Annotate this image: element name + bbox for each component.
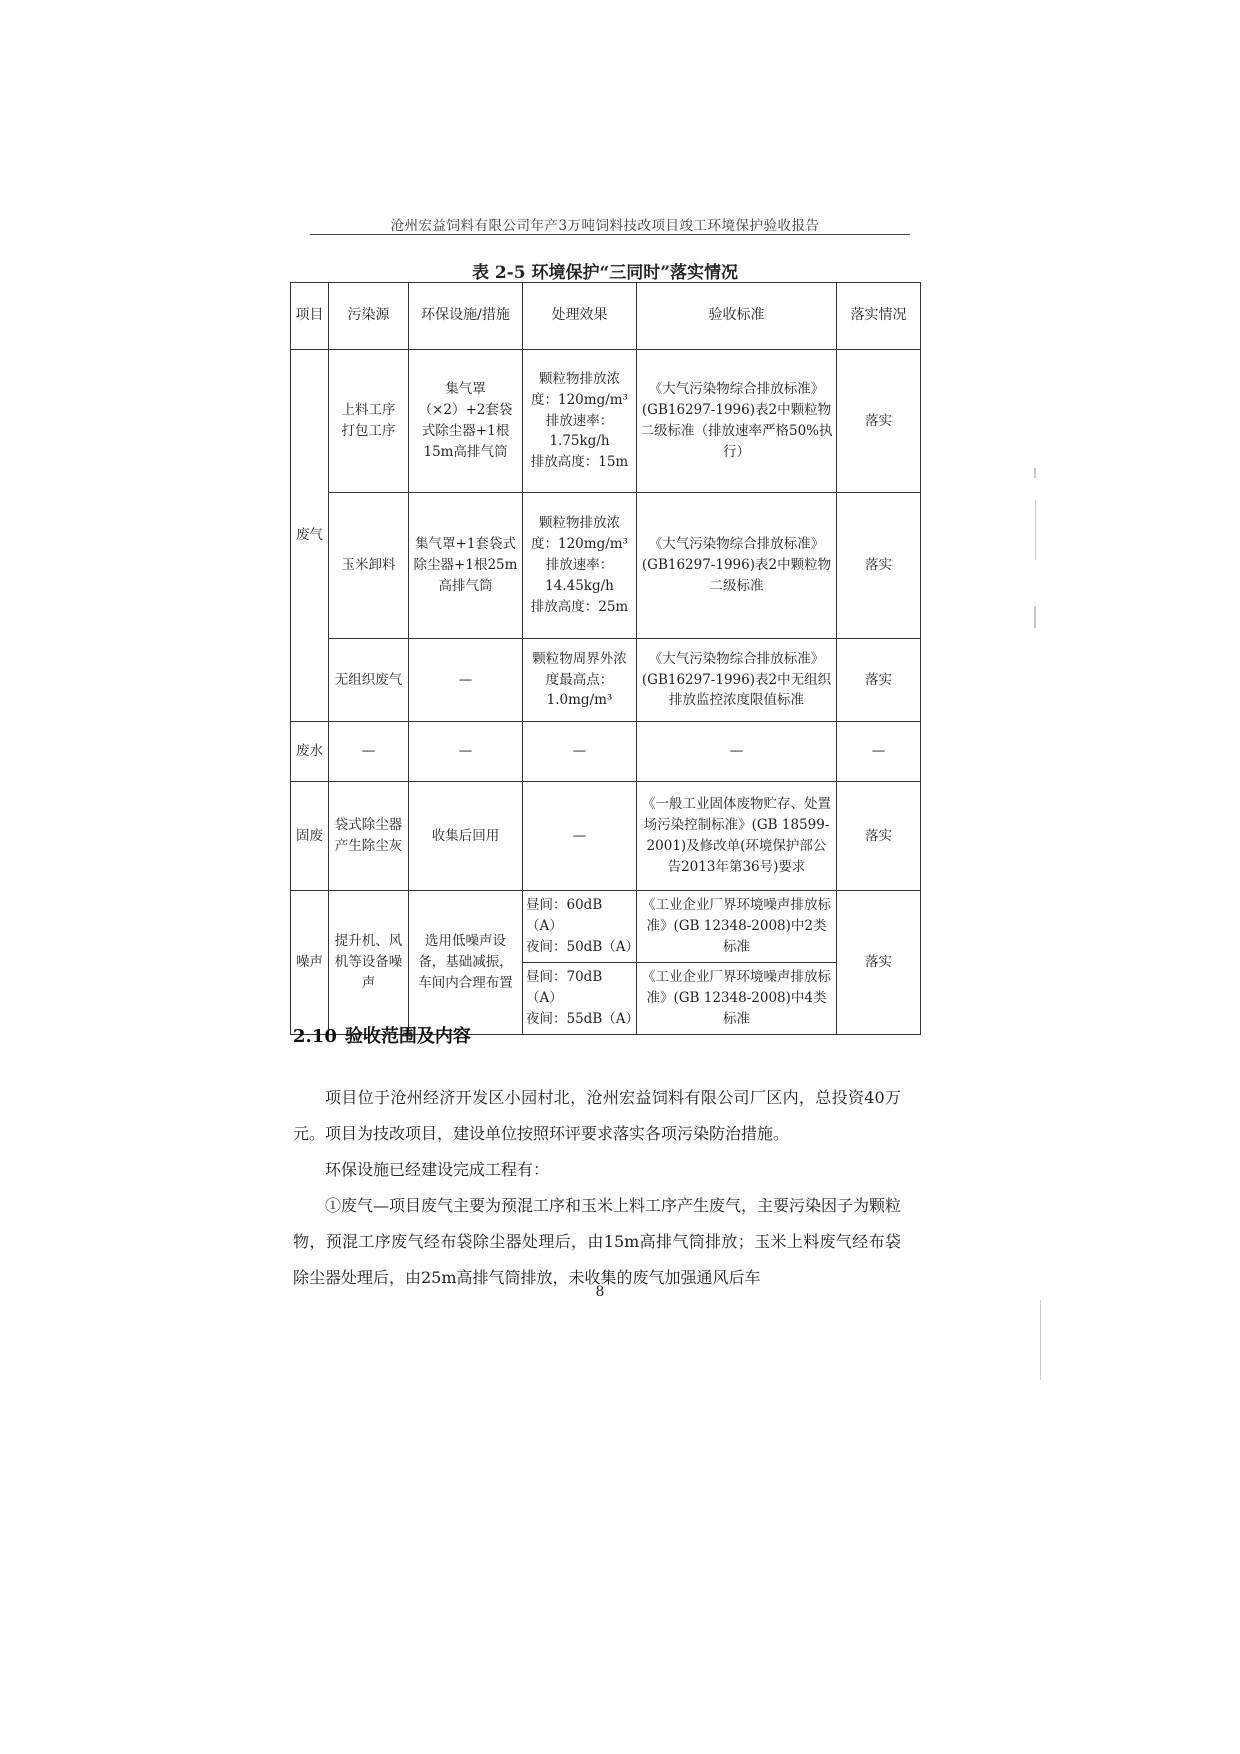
- source-cell: 无组织废气: [329, 639, 409, 722]
- header-divider: [310, 234, 910, 235]
- status-cell: 落实: [837, 891, 921, 1035]
- group-cell-waste-gas: 废气: [291, 350, 329, 722]
- standard-cell: 《大气污染物综合排放标准》(GB16297-1996)表2中无组织排放监控浓度限值标准: [637, 639, 837, 722]
- scan-artifact: [1040, 1300, 1041, 1380]
- effect-cell: —: [523, 722, 637, 782]
- source-cell: 提升机、风机等设备噪声: [329, 891, 409, 1035]
- standard-cell: 《一般工业固体废物贮存、处置场污染控制标准》(GB 18599-2001)及修改单(环境保护部公告2013年第36号)要求: [637, 782, 837, 891]
- measure-cell: —: [409, 639, 523, 722]
- standard-cell: 《大气污染物综合排放标准》(GB16297-1996)表2中颗粒物二级标准（排放速率严格50%执行）: [637, 350, 837, 493]
- table-row: [291, 891, 921, 963]
- effect-cell: 颗粒物排放浓度：120mg/m³ 排放速率： 1.75kg/h 排放高度：15m: [523, 350, 637, 493]
- effect-cell: 昼间：70dB（A） 夜间：55dB（A）: [523, 963, 637, 1035]
- status-cell: 落实: [837, 782, 921, 891]
- section-title: 验收范围及内容: [344, 1026, 471, 1047]
- table-caption: 表 2-5 环境保护“三同时”落实情况: [471, 263, 739, 283]
- source-cell: 袋式除尘器产生除尘灰: [329, 782, 409, 891]
- header-cell-effect: 处理效果: [523, 283, 637, 350]
- header-cell-standard: 验收标准: [637, 283, 837, 350]
- measure-cell: 集气罩+1套袋式除尘器+1根25m高排气筒: [409, 493, 523, 639]
- measure-cell: —: [409, 722, 523, 782]
- report-header-title: 沧州宏益饲料有限公司年产3万吨饲料技改项目竣工环境保护验收报告: [390, 218, 820, 234]
- body-paragraph: ①废气—项目废气主要为预混工序和玉米上料工序产生废气，主要污染因子为颗粒物，预混工序废气经布袋除尘器处理后，由15m高排气筒排放；玉米上料废气经布袋除尘器处理后，由25m高排气筒排放，未收集的废气加强通风后车: [293, 1196, 902, 1287]
- effect-cell: 颗粒物周界外浓度最高点： 1.0mg/m³: [523, 639, 637, 722]
- standard-cell: 《工业企业厂界环境噪声排放标准》(GB 12348-2008)中4类标准: [637, 963, 837, 1035]
- standard-cell: —: [637, 722, 837, 782]
- section-number: 2.10: [293, 1026, 337, 1047]
- scan-artifact: [1034, 468, 1036, 478]
- table-row: [291, 493, 921, 639]
- status-cell: 落实: [837, 639, 921, 722]
- standard-cell: 《大气污染物综合排放标准》(GB16297-1996)表2中颗粒物二级标准: [637, 493, 837, 639]
- standard-cell: 《工业企业厂界环境噪声排放标准》(GB 12348-2008)中2类标准: [637, 891, 837, 963]
- header-cell-status: 落实情况: [837, 283, 921, 350]
- header-cell-measure: 环保设施/措施: [409, 283, 523, 350]
- scan-artifact: [1035, 500, 1036, 560]
- section-heading: [293, 1022, 471, 1048]
- source-cell: 上料工序 打包工序: [329, 350, 409, 493]
- status-cell: 落实: [837, 350, 921, 493]
- effect-cell: 颗粒物排放浓度：120mg/m³ 排放速率： 14.45kg/h 排放高度：25m: [523, 493, 637, 639]
- measure-cell: 收集后回用: [409, 782, 523, 891]
- table-row: [291, 350, 921, 493]
- measure-cell: 集气罩（×2）+2套袋式除尘器+1根15m高排气筒: [409, 350, 523, 493]
- scan-artifact: [1034, 606, 1036, 628]
- table-row: [291, 639, 921, 722]
- status-cell: —: [837, 722, 921, 782]
- table-header-row: [291, 283, 921, 350]
- body-paragraph: 项目位于沧州经济开发区小园村北，沧州宏益饲料有限公司厂区内，总投资40万元。项目为技改项目，建设单位按照环评要求落实各项污染防治措施。: [293, 1088, 901, 1143]
- three-simultaneous-table: [290, 282, 921, 1035]
- body-paragraph: 环保设施已经建设完成工程有：: [325, 1160, 550, 1179]
- group-cell-waste-water: 废水: [291, 722, 329, 782]
- status-cell: 落实: [837, 493, 921, 639]
- effect-cell: 昼间：60dB（A） 夜间：50dB（A）: [523, 891, 637, 963]
- header-cell-source: 污染源: [329, 283, 409, 350]
- source-cell: 玉米卸料: [329, 493, 409, 639]
- header-cell-item: 项目: [291, 283, 329, 350]
- table-row: [291, 782, 921, 891]
- group-cell-noise: 噪声: [291, 891, 329, 1035]
- effect-cell: —: [523, 782, 637, 891]
- group-cell-solid-waste: 固废: [291, 782, 329, 891]
- source-cell: —: [329, 722, 409, 782]
- table-row: [291, 722, 921, 782]
- measure-cell: 选用低噪声设备，基础减振，车间内合理布置: [409, 891, 523, 1035]
- page-number: 8: [595, 1284, 605, 1300]
